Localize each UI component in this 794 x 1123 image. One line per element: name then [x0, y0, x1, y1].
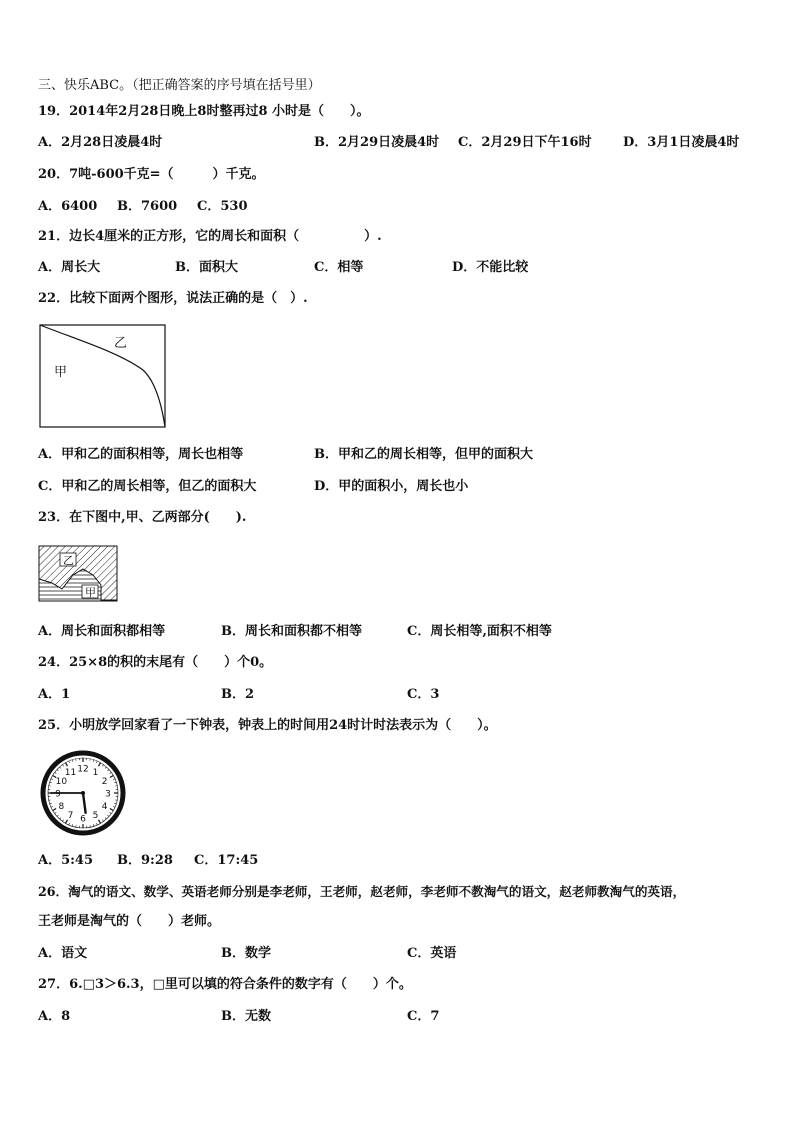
q23-label-yi: 乙 — [63, 554, 74, 567]
question-19-stem: 19．2014年2月28日晚上8时整再过8 小时是（ ）。 — [38, 104, 370, 119]
q24-option-c[interactable]: C．3 — [407, 687, 440, 702]
q22-option-b[interactable]: B．甲和乙的周长相等，但甲的面积大 — [314, 447, 533, 462]
question-21-stem: 21．边长4厘米的正方形，它的周长和面积（ ）. — [38, 229, 382, 244]
q19-option-c[interactable]: C．2月29日下午16时 — [458, 135, 592, 150]
clock-number: 11 — [64, 767, 77, 778]
section-title: 三、快乐ABC。（把正确答案的序号填在括号里） — [38, 78, 321, 93]
q22-label-jia: 甲 — [54, 365, 68, 380]
q25-option-b[interactable]: B．9:28 — [117, 853, 173, 868]
q23-label-jia: 甲 — [85, 586, 96, 599]
q20-option-b[interactable]: B．7600 — [117, 199, 178, 214]
clock-number: 3 — [105, 789, 111, 800]
clock-number: 1 — [92, 767, 99, 778]
q21-option-b[interactable]: B．面积大 — [175, 260, 238, 275]
q19-option-b[interactable]: B．2月29日凌晨4时 — [314, 135, 440, 150]
clock-number: 8 — [58, 802, 65, 812]
q25-option-c[interactable]: C．17:45 — [194, 853, 259, 868]
q23-option-a[interactable]: A．周长和面积都相等 — [38, 624, 166, 639]
q26-option-a[interactable]: A．语文 — [38, 946, 88, 961]
q27-option-a[interactable]: A．8 — [38, 1009, 71, 1024]
q24-option-b[interactable]: B．2 — [221, 687, 255, 702]
clock-number: 4 — [101, 802, 108, 812]
q19-option-d[interactable]: D．3月1日凌晨4时 — [623, 135, 740, 150]
question-26-stem-line1: 26．淘气的语文、数学、英语老师分别是李老师，王老师，赵老师，李老师不教淘气的语文，赵老师教淘气的英语， — [38, 884, 686, 899]
clock-number: 9 — [55, 789, 61, 800]
clock-number: 6 — [80, 814, 86, 825]
q20-option-a[interactable]: A．6400 — [38, 199, 98, 214]
q25-option-a[interactable]: A．5:45 — [38, 853, 94, 868]
clock-number: 12 — [77, 764, 89, 775]
question-24-stem: 24．25×8的积的末尾有（ ）个0。 — [38, 655, 273, 670]
q22-figure — [38, 322, 168, 430]
q26-option-b[interactable]: B．数学 — [221, 946, 271, 961]
clock-number: 10 — [55, 777, 68, 787]
question-22-stem: 22．比较下面两个图形，说法正确的是（ ）. — [38, 291, 308, 306]
clock-number: 7 — [67, 811, 74, 822]
question-20-stem: 20．7吨-600千克=（ ）千克。 — [38, 167, 265, 182]
q23-option-b[interactable]: B．周长和面积都不相等 — [221, 624, 362, 639]
q27-option-b[interactable]: B．无数 — [221, 1009, 271, 1024]
question-26-stem-line2: 王老师是淘气的（ ）老师。 — [38, 914, 221, 929]
clock-number: 5 — [92, 811, 99, 822]
q27-option-c[interactable]: C．7 — [407, 1009, 440, 1024]
q25-clock — [38, 749, 128, 837]
q22-label-yi: 乙 — [114, 336, 128, 351]
q22-option-a[interactable]: A．甲和乙的面积相等，周长也相等 — [38, 447, 244, 462]
question-23-stem: 23．在下图中,甲、乙两部分( ). — [38, 510, 247, 525]
q24-option-a[interactable]: A．1 — [38, 687, 71, 702]
q23-figure — [38, 545, 120, 603]
q19-option-a[interactable]: A．2月28日凌晨4时 — [38, 135, 163, 150]
q21-option-d[interactable]: D．不能比较 — [452, 260, 529, 275]
q21-option-a[interactable]: A．周长大 — [38, 260, 101, 275]
question-27-stem: 27．6.□3＞6.3，□里可以填的符合条件的数字有（ ）个。 — [38, 977, 412, 992]
q22-option-d[interactable]: D．甲的面积小，周长也小 — [314, 479, 469, 494]
clock-number: 2 — [101, 777, 108, 787]
q22-option-c[interactable]: C．甲和乙的周长相等，但乙的面积大 — [38, 479, 257, 494]
question-25-stem: 25．小明放学回家看了一下钟表，钟表上的时间用24时计时法表示为（ ）。 — [38, 718, 497, 733]
q26-option-c[interactable]: C．英语 — [407, 946, 457, 961]
q23-option-c[interactable]: C．周长相等,面积不相等 — [407, 624, 552, 639]
q21-option-c[interactable]: C．相等 — [314, 260, 364, 275]
q20-option-c[interactable]: C．530 — [197, 199, 248, 214]
